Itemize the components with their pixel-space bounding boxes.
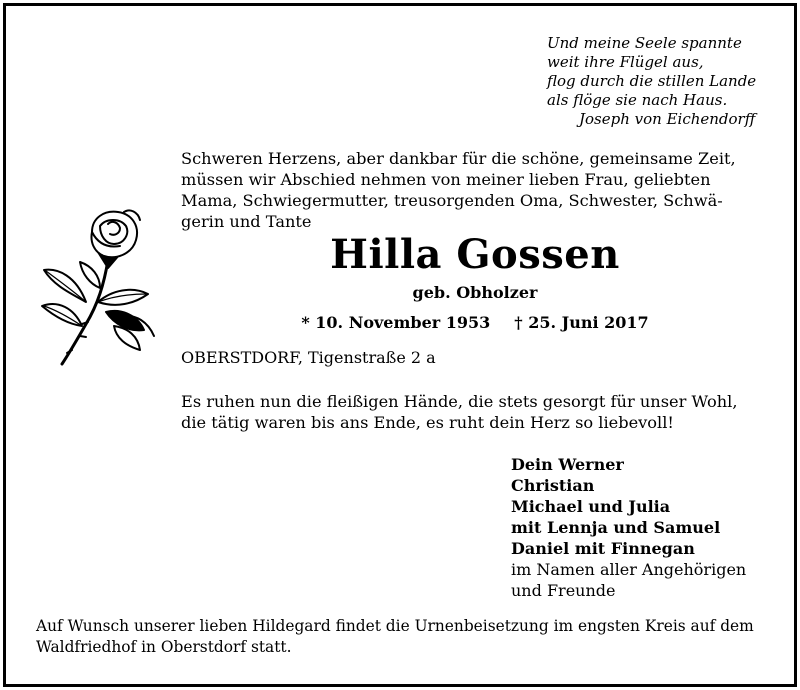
intro-line: müssen wir Abschied nehmen von meiner lieben Frau, geliebten xyxy=(181,170,711,189)
rose-icon xyxy=(28,204,178,374)
poem-author: Joseph von Eichendorff xyxy=(579,110,756,128)
verse-line: Es ruhen nun die fleißigen Hände, die stets gesorgt für unser Wohl, xyxy=(181,392,738,411)
mourner-name: Michael und Julia xyxy=(511,497,671,516)
poem-line: als flöge sie nach Haus. xyxy=(547,91,728,109)
birth-date: * 10. November 1953 xyxy=(301,313,491,332)
intro-line: gerin und Tante xyxy=(181,212,312,231)
poem-line: flog durch die stillen Lande xyxy=(547,72,757,90)
poem xyxy=(547,34,777,129)
mourners-list xyxy=(511,454,746,601)
mourner-name: mit Lennja und Samuel xyxy=(511,518,721,537)
mourner-name: Dein Werner xyxy=(511,455,624,474)
intro-line: Mama, Schwiegermutter, treusorgenden Oma, Schwester, Schwä- xyxy=(181,191,723,210)
poem-line: weit ihre Flügel aus, xyxy=(547,53,704,71)
intro-text xyxy=(181,148,769,232)
intro-line: Schweren Herzens, aber dankbar für die schöne, gemeinsame Zeit, xyxy=(181,149,736,168)
verse-text xyxy=(181,391,771,433)
mourner-name: Daniel mit Finnegan xyxy=(511,539,695,558)
notice-line: Waldfriedhof in Oberstdorf statt. xyxy=(36,638,292,656)
mourner-name: Christian xyxy=(511,476,595,495)
burial-notice xyxy=(36,616,770,658)
death-date: † 25. Juni 2017 xyxy=(514,313,649,332)
maiden-name: geb. Obholzer xyxy=(412,283,538,302)
mourners-closing: und Freunde xyxy=(511,581,616,600)
life-dates xyxy=(181,313,769,332)
poem-line: Und meine Seele spannte xyxy=(547,34,742,52)
address: OBERSTDORF, Tigenstraße 2 a xyxy=(181,348,436,367)
notice-line: Auf Wunsch unserer lieben Hildegard findet die Urnenbeisetzung im engsten Kreis auf dem xyxy=(36,617,754,635)
verse-line: die tätig waren bis ans Ende, es ruht dein Herz so liebevoll! xyxy=(181,413,674,432)
deceased-name: Hilla Gossen xyxy=(330,231,620,278)
mourners-closing: im Namen aller Angehörigen xyxy=(511,560,747,579)
